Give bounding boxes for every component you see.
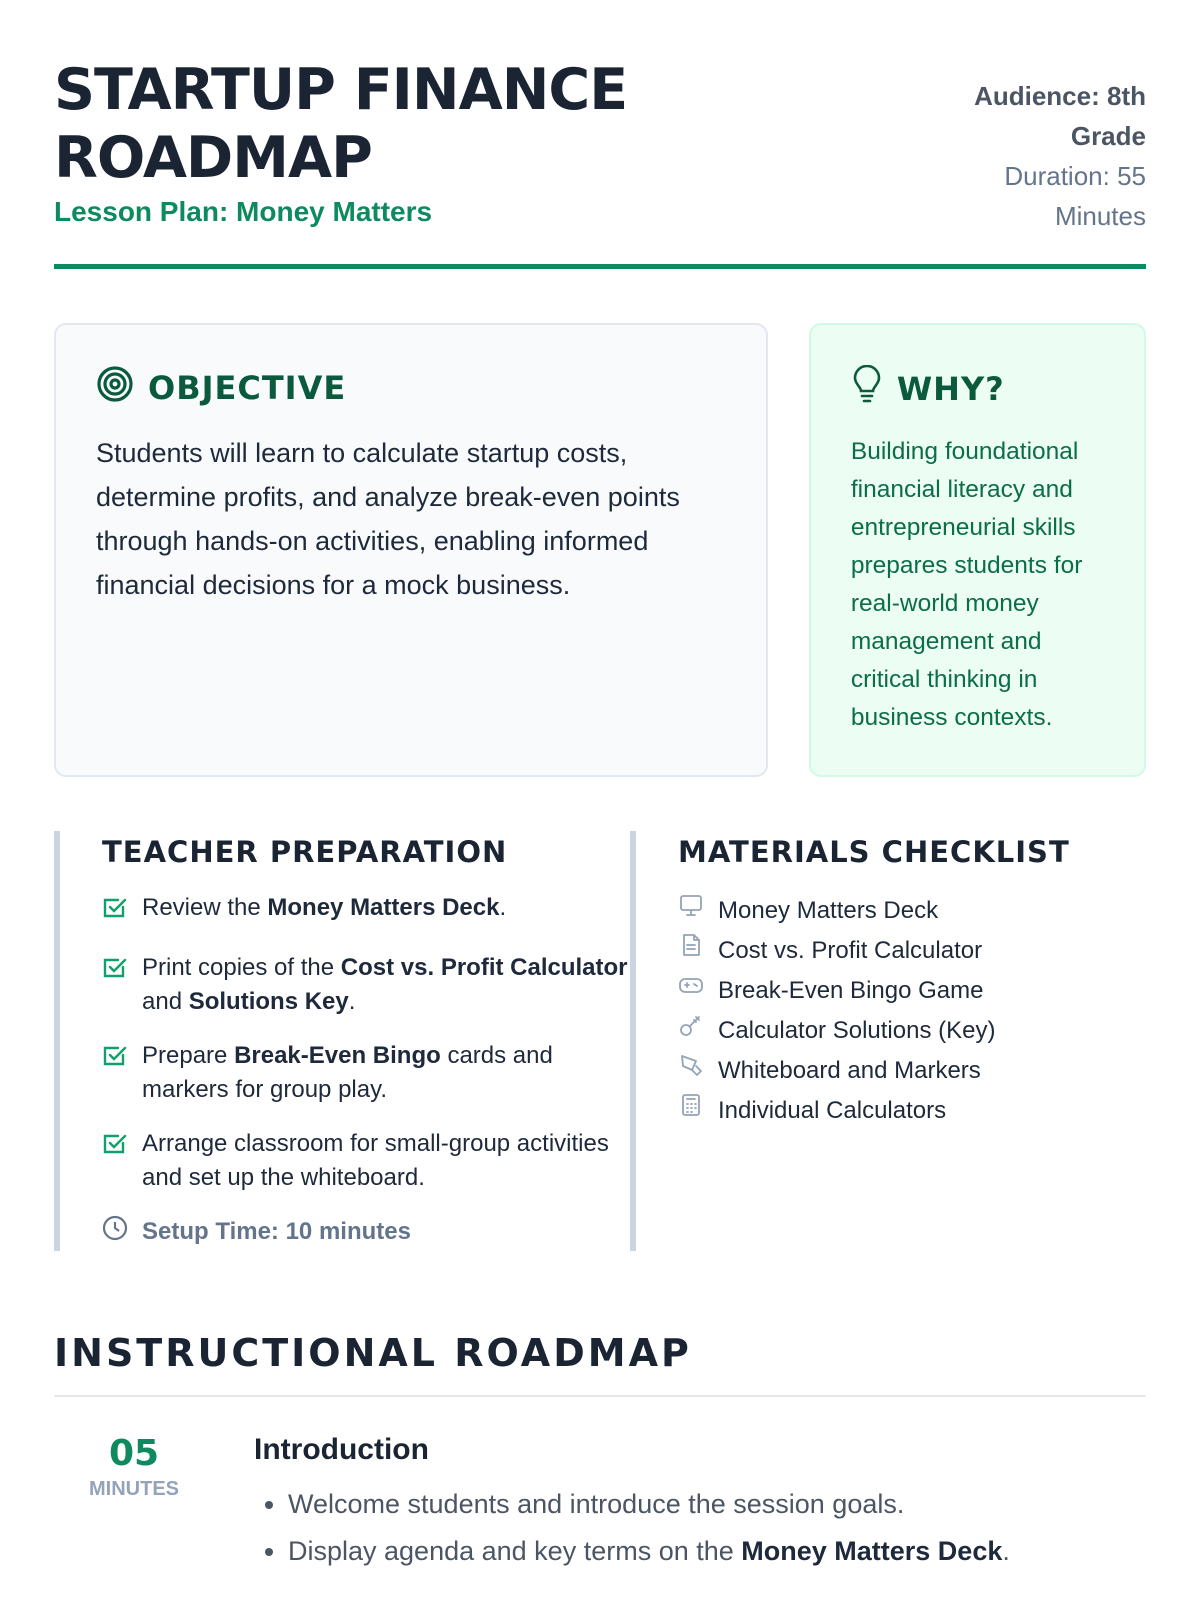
- step-unit: MINUTES: [89, 1478, 179, 1500]
- material-item: [678, 1011, 1146, 1051]
- header: [54, 56, 1146, 269]
- duration: Duration: 55 Minutes: [1004, 161, 1146, 231]
- roadmap-step: [54, 1433, 1146, 1575]
- target-icon: [96, 365, 134, 411]
- calculator-icon: [678, 1091, 704, 1131]
- materials-checklist: [630, 831, 1146, 1251]
- material-item: [678, 1051, 1146, 1091]
- step-bullet: • Welcome students and introduce the session goals.: [288, 1481, 1010, 1528]
- gamepad-icon: [678, 971, 704, 1011]
- pen-icon: [678, 1051, 704, 1091]
- why-text: Building foundational financial literacy and entrepreneurial skills prepares students for real-world money management and critical thinking in business contexts.: [850, 438, 1083, 731]
- checkbox-icon: [102, 1127, 128, 1195]
- prep-item: [102, 891, 630, 931]
- setup-time-label: Setup Time: 10 minutes: [142, 1217, 411, 1245]
- prep-item: [102, 951, 630, 1019]
- prep-item-text: Print copies of the Cost vs. Profit Calculator and Solutions Key.: [142, 954, 628, 1015]
- document-icon: [678, 931, 704, 971]
- teacher-preparation: [54, 831, 630, 1251]
- objective-text: Students will learn to calculate startup costs, determine profits, and analyze break-even points through hands-on activities, enabling informed financial decisions for a mock business.: [96, 438, 680, 600]
- checkbox-icon: [102, 891, 128, 931]
- checkbox-icon: [102, 951, 128, 1019]
- page-title: STARTUP FINANCE ROADMAP: [54, 57, 628, 191]
- why-heading: WHY?: [896, 370, 1005, 408]
- clock-icon: [102, 1215, 128, 1248]
- instructional-roadmap: [54, 1331, 1146, 1575]
- checkbox-icon: [102, 1039, 128, 1107]
- material-label: Calculator Solutions (Key): [718, 1017, 996, 1044]
- roadmap-heading: INSTRUCTIONAL ROADMAP: [54, 1331, 1146, 1397]
- prep-item-text: Prepare Break-Even Bingo cards and markers for group play.: [142, 1042, 553, 1103]
- material-label: Money Matters Deck: [718, 897, 939, 924]
- prep-item-text: Review the Money Matters Deck.: [142, 894, 507, 921]
- step-title: Introduction: [254, 1433, 429, 1466]
- lightbulb-icon: [851, 365, 883, 413]
- prep-item-text: Arrange classroom for small-group activities and set up the whiteboard.: [142, 1130, 609, 1191]
- setup-time: [102, 1215, 630, 1248]
- prep-item: [102, 1127, 630, 1195]
- material-item: [678, 891, 1146, 931]
- materials-heading: MATERIALS CHECKLIST: [678, 835, 1070, 869]
- prep-item: [102, 1039, 630, 1107]
- page-subtitle: Lesson Plan: Money Matters: [54, 196, 433, 227]
- material-label: Break-Even Bingo Game: [718, 977, 984, 1004]
- key-icon: [678, 1011, 704, 1051]
- step-minutes: 05: [108, 1433, 160, 1474]
- material-item: [678, 1091, 1146, 1131]
- step-bullet: • Display agenda and key terms on the Money Matters Deck.: [288, 1528, 1010, 1575]
- material-item: [678, 971, 1146, 1011]
- monitor-icon: [678, 891, 704, 931]
- why-card: [809, 323, 1146, 777]
- objective-card: [54, 323, 768, 777]
- objective-heading: OBJECTIVE: [148, 369, 347, 407]
- prep-heading: TEACHER PREPARATION: [102, 835, 508, 869]
- material-item: [678, 931, 1146, 971]
- material-label: Individual Calculators: [718, 1097, 947, 1124]
- material-label: Cost vs. Profit Calculator: [718, 937, 983, 964]
- audience: Audience: 8th Grade: [974, 81, 1146, 151]
- material-label: Whiteboard and Markers: [718, 1057, 981, 1084]
